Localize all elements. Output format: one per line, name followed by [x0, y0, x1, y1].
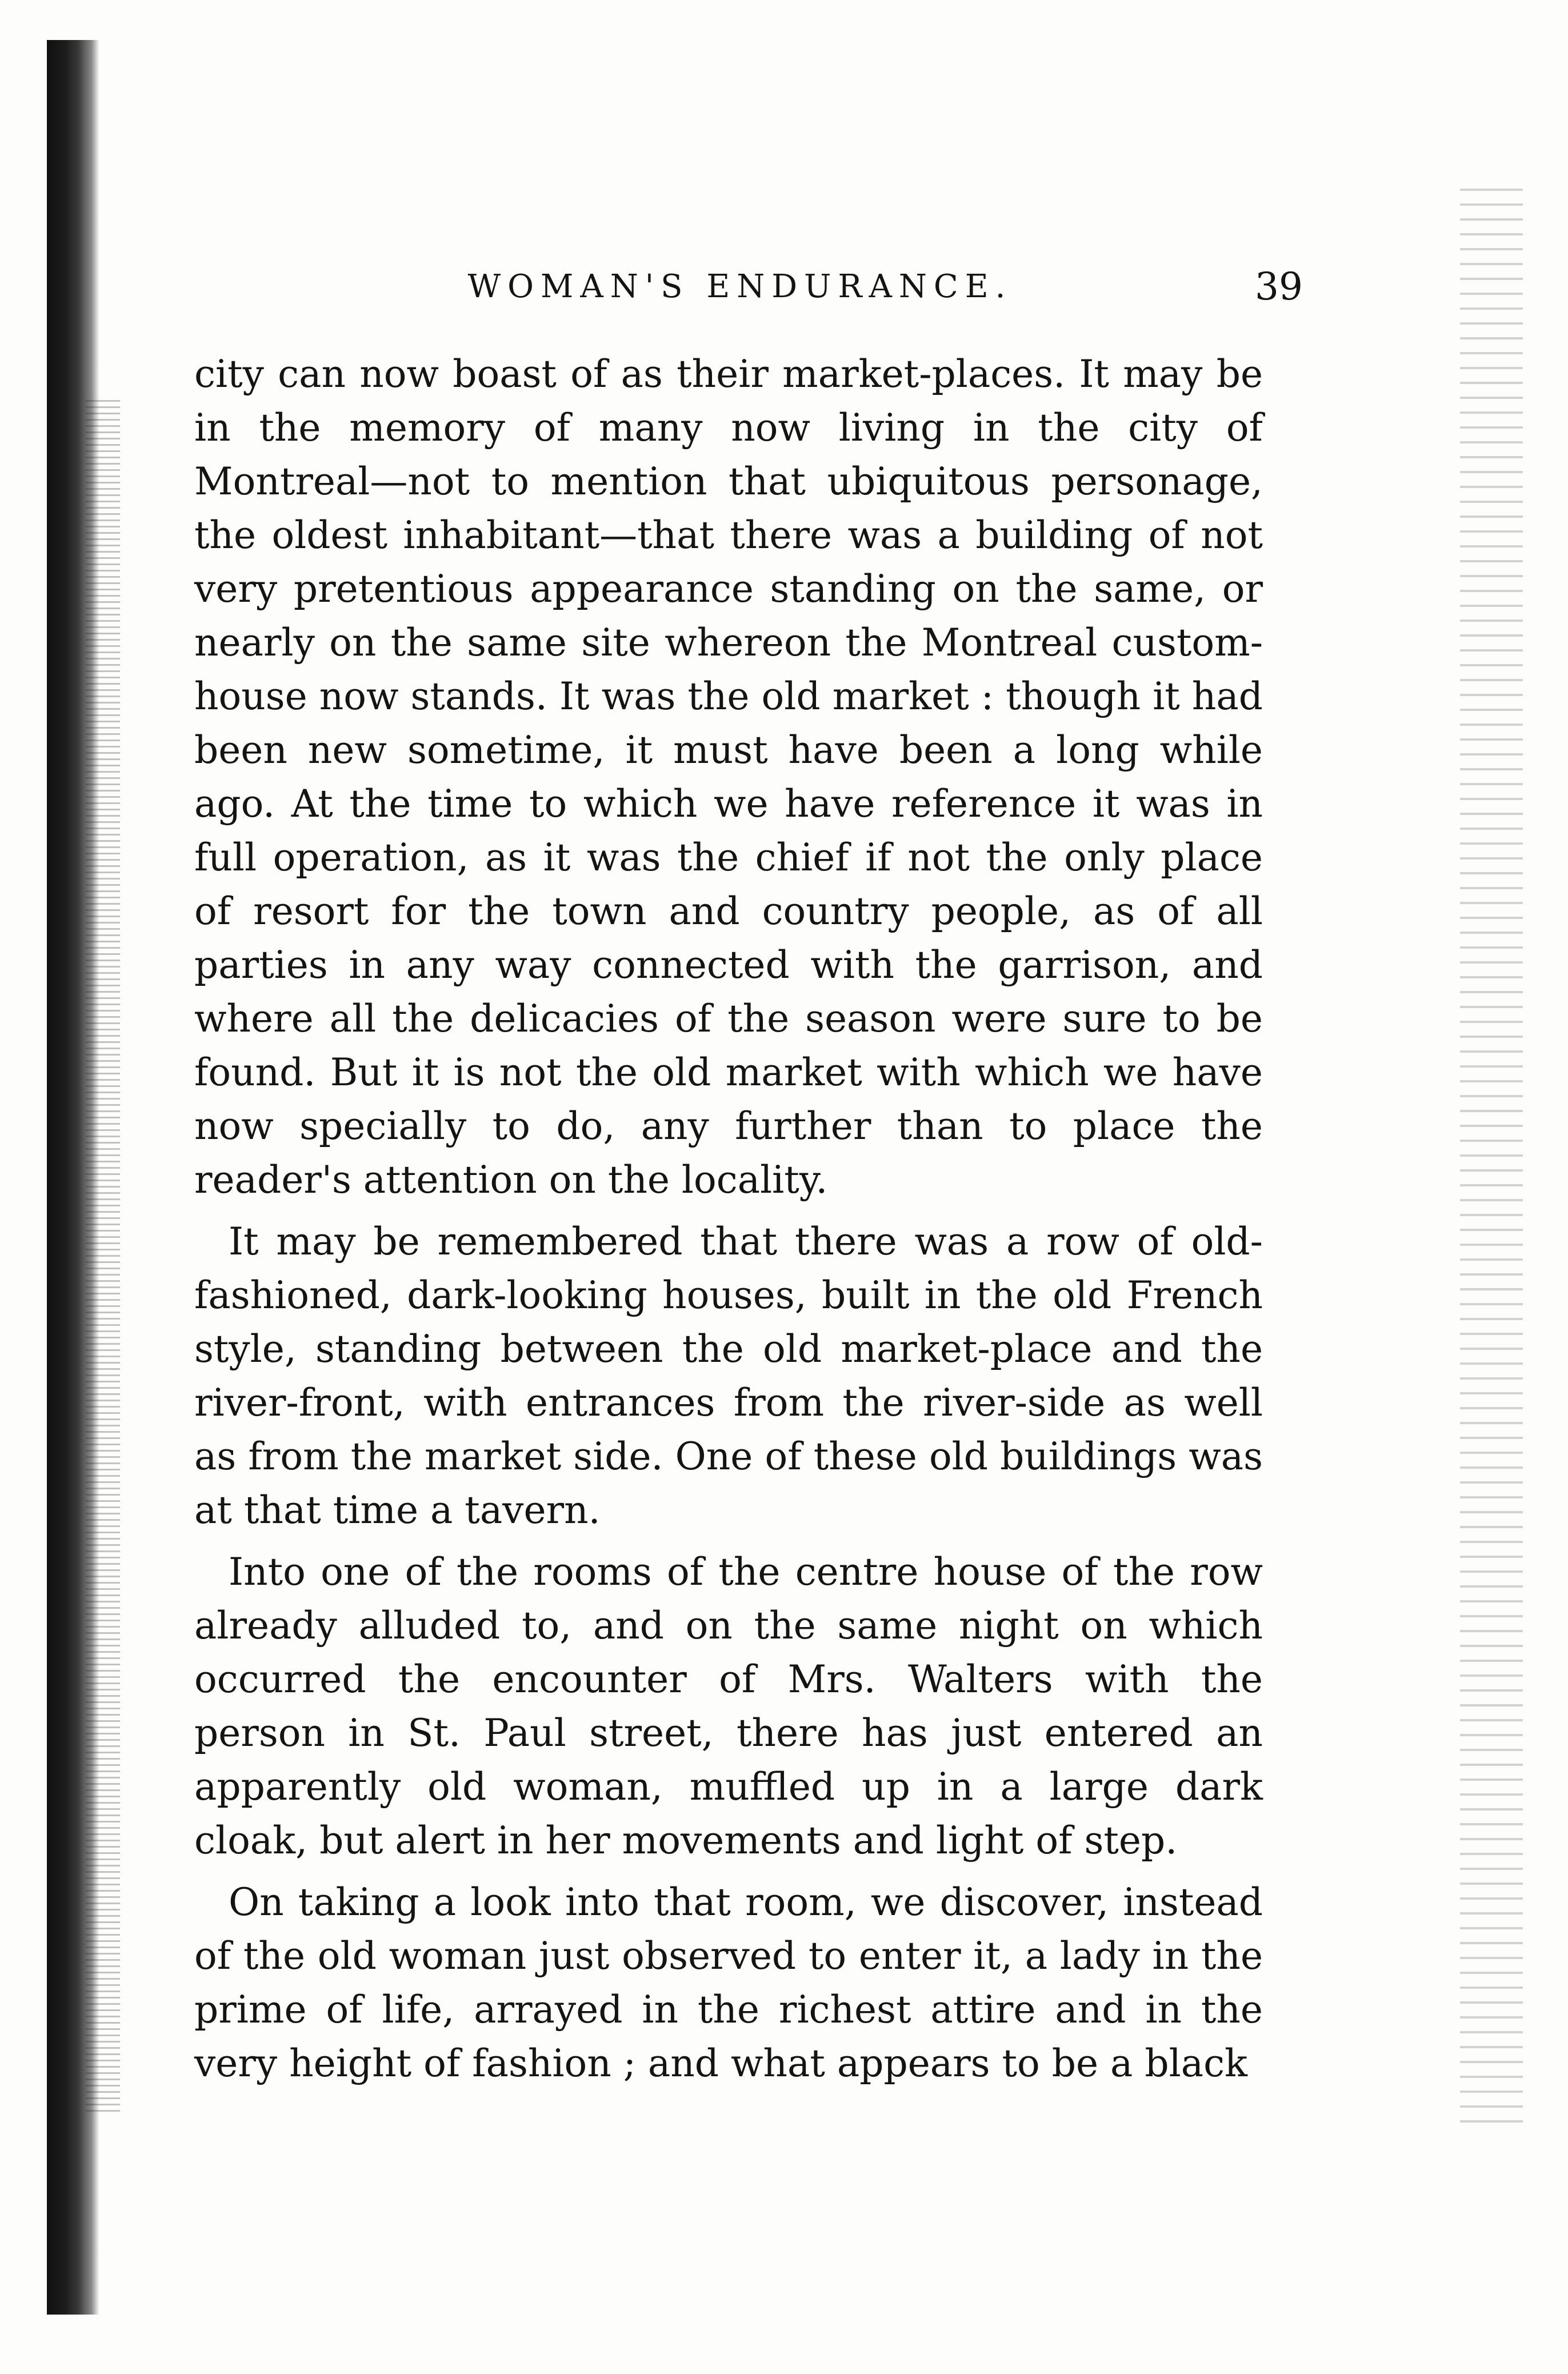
- paragraph-4: On taking a look into that room, we discover, instead of the old woman just observed to enter it, a lady in the prime of life, arrayed in the richest attire and in the very height of fashion ; and what appears to be a black: [194, 1880, 1263, 2085]
- bleed-through-marks: [1460, 189, 1523, 2132]
- paragraph-3: Into one of the rooms of the centre house of the row already alluded to, and on the same night on which occurred the encounter of Mrs. Walters with the person in St. Paul street, there has just entered an apparently old woman, muffled up in a large dark cloak, but alert in her movements and light of step.: [194, 1550, 1263, 1863]
- binding-speckle: [86, 400, 120, 2115]
- page-number: 39: [1255, 265, 1303, 309]
- paragraph-1: city can now boast of as their market-places. It may be in the memory of many now living in the city of Montreal—not to mention that ubiquitous personage, the oldest inhabitant—that there was a building of not very pretentious appearance standing on the same, or nearly on the same site whereon the Montreal custom-house now stands. It was the old market : though it had been new sometime, it must have been a long while ago. At the time to which we have reference it was in full operation, as it was the chief if not the only place of resort for the town and country people, as of all parties in any way connected with the garrison, and where all the delicacies of the season were sure to be found. But it is not the old market with which we have now specially to do, any further than to place the reader's attention on the locality.: [194, 352, 1263, 1202]
- running-title: WOMAN'S ENDURANCE.: [467, 268, 1013, 305]
- paragraph-2: It may be remembered that there was a row of old-fashioned, dark-looking houses, built in the old French style, standing between the old market-place and the river-front, with entrances from the river-side as well as from the market side. One of these old buildings was at that time a tavern.: [194, 1220, 1263, 1532]
- body-text: [194, 347, 1263, 2099]
- page-header: [194, 264, 1303, 315]
